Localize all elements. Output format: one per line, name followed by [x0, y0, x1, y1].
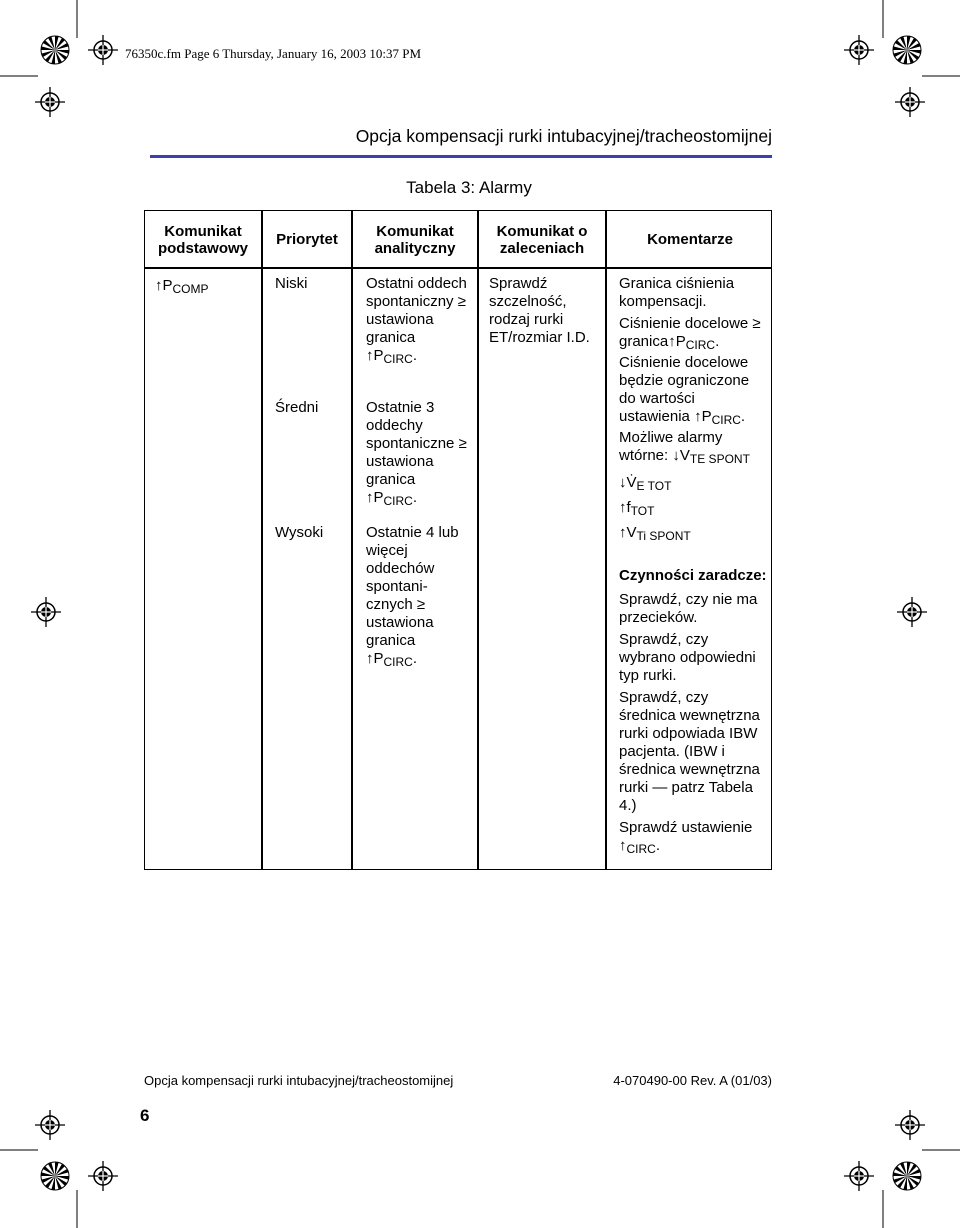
footer-title: Opcja kompensacji rurki intubacyjnej/tracheostomijnej	[144, 1073, 454, 1088]
column-header: Komunikat o zaleceniach	[496, 223, 588, 257]
column-divider	[477, 211, 479, 869]
column-divider	[351, 211, 353, 869]
analytic-message: Ostatni oddech spontaniczny ≥ ustawiona granica $↑P_{CIRC}$.	[366, 275, 467, 366]
page-number: 6	[140, 1106, 150, 1125]
up-arrow-icon: ↑	[668, 333, 676, 350]
analytic-message: Ostatnie 3 oddechy spontaniczne ≥ ustawiona granica $↑P_{CIRC}$.	[366, 399, 467, 508]
up-arrow-icon: ↑	[619, 837, 627, 854]
up-arrow-icon: ↑	[366, 347, 374, 364]
header-rule	[150, 155, 772, 158]
alarms-table	[144, 210, 772, 870]
print-slug: 76350c.fm Page 6 Thursday, January 16, 2003 10:37 PM	[125, 46, 422, 61]
down-arrow-icon: ↓	[672, 447, 680, 464]
up-arrow-icon: ↑	[366, 650, 374, 667]
up-arrow-icon: ↑	[619, 524, 627, 541]
priority-low: Niski	[275, 275, 308, 292]
analytic-message: Ostatnie 4 lub więcej oddechów spontani-cznych ≥ ustawiona granica $↑P_{CIRC}$.	[366, 524, 459, 669]
up-arrow-icon: ↑	[619, 499, 627, 516]
column-divider	[605, 211, 607, 869]
column-divider	[261, 211, 263, 869]
running-header: Opcja kompensacji rurki intubacyjnej/tracheostomijnej	[355, 126, 772, 146]
priority-medium: Średni	[275, 399, 319, 416]
column-header: Komunikat podstawowy	[157, 223, 248, 257]
footer-doc-number: 4-070490-00 Rev. A (01/03)	[613, 1073, 772, 1088]
table-caption: Tabela 3: Alarmy	[406, 178, 532, 197]
up-arrow-icon: ↑	[366, 489, 374, 506]
column-header: Komunikat analityczny	[374, 223, 456, 257]
priority-high: Wysoki	[275, 524, 324, 541]
header-divider	[145, 267, 771, 269]
column-header: Priorytet	[276, 231, 338, 248]
column-header: Komentarze	[647, 231, 733, 248]
base-message: $↑P_{COMP}$	[155, 277, 209, 296]
down-arrow-icon: ↓	[619, 474, 627, 491]
actions-title: Czynności zaradcze:	[619, 567, 767, 584]
up-arrow-icon: ↑	[155, 277, 163, 294]
comments: Granica ciśnienia kompensacji. Ciśnienie docelowe ≥ $granica↑P_{CIRC}$. Ciśnienie docelowe będzie ograniczone do wartości ustawienia $↑P_{CIRC}$. Możliwe alarmy wtórne: $↓V_{TE SPONT}$ $↓V̇_{E TOT}$ $↑f_{TOT}$ $↑V_{Ti SPONT}$ Czynności zaradcze: Sprawdź, czy nie ma przecieków. Sprawdź, czy wybrano odpowiedni typ rurki. Sprawdź, czy średnica wewnętrzna rurki odpowiada IBW pacjenta. (IBW i średnica wewnętrzna rurki — patrz Tabela 4.) Sprawdź ustawienie $↑_{CIRC}$.	[619, 275, 769, 862]
recommendation-message: Sprawdź szczelność, rodzaj rurki ET/rozmiar I.D.	[489, 275, 590, 346]
up-arrow-icon: ↑	[694, 408, 702, 425]
